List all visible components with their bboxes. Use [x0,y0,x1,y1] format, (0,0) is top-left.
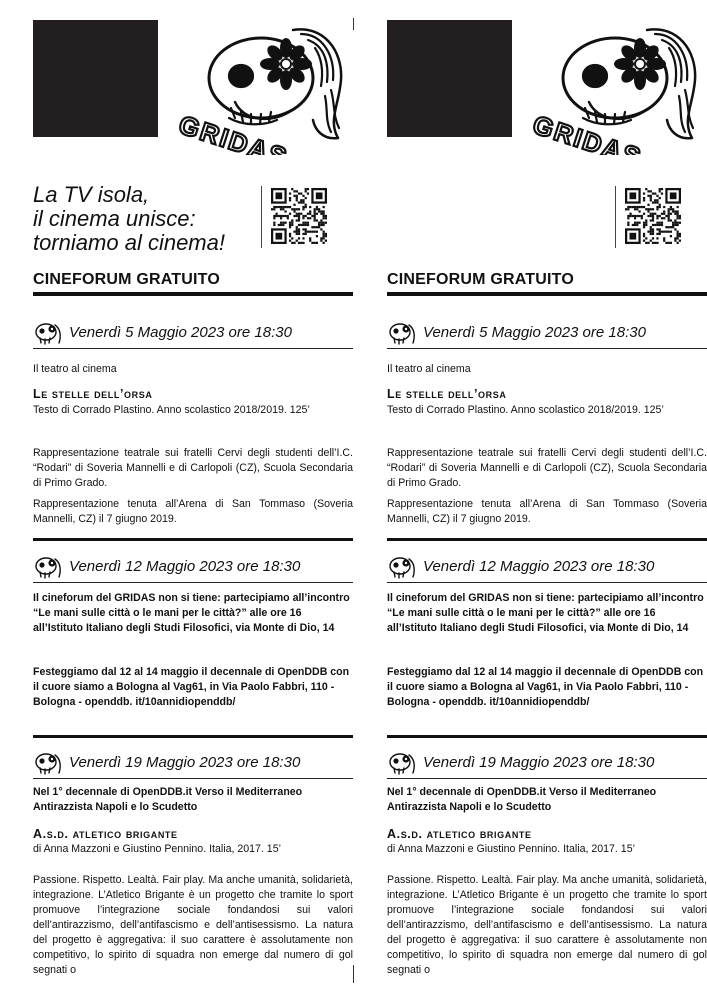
event-title: Le stelle dell’orsa [33,387,153,401]
gridas-skull-logo [173,20,353,155]
qr-divider [615,186,616,248]
event-rule [33,582,353,583]
qr-block [615,186,707,248]
gridas-mini-logo [33,555,63,581]
event-rule [33,778,353,779]
section-title: CINEFORUM GRATUITO [33,271,220,288]
event-rule [33,348,353,349]
event-paragraph: Passione. Rispetto. Lealtà. Fair play. Ma anche umanità, solidarietà, integrazione. L’Atletico Brigante è un progetto che tramite lo sport promuove l’integrazione sociale fondandosi sui valori dell’antirazzismo, dell’antifascismo e dell’antisessismo. La natura del progetto è aggregativa: il suo carattere è assolutamente non competitivo, lo spirito di squadra non emerge dal numero di gol segnati o [33,874,353,976]
event-date: Venerdì 19 Maggio 2023 ore 18:30 [423,754,655,771]
event-title: A.s.d. atletico brigante [387,827,532,841]
svg-text:GRIDAS: GRIDAS [529,109,647,155]
gridas-mini-logo [33,321,63,347]
event-credits: Testo di Corrado Plastino. Anno scolastico 2018/2019. 125’ [33,404,310,416]
event-separator [33,735,353,738]
qr-code[interactable] [625,188,681,244]
event-paragraph: Il cineforum del GRIDAS non si tiene: partecipiamo all’incontro “Le mani sulle città o le mani per le città?” alle ore 16 all’Istituto Italiano degli Studi Filosofici, via Monte di Dio, 14 [387,592,704,634]
event-kicker: Nel 1° decennale di OpenDDB.it Verso il Mediterraneo Antirazzista Napoli e lo Scudetto [387,786,657,813]
event-paragraph: Passione. Rispetto. Lealtà. Fair play. Ma anche umanità, solidarietà, integrazione. L’Atletico Brigante è un progetto che tramite lo sport promuove l’integrazione sociale fondandosi sui valori dell’antirazzismo, dell’antifascismo e dell’antisessismo. La natura del progetto è aggregativa: il suo carattere è assolutamente non competitivo, lo spirito di squadra non emerge dal numero di gol segnati o [387,874,707,976]
svg-text:GRIDAS: GRIDAS [175,109,293,155]
event-kicker: Il teatro al cinema [33,363,117,375]
black-placeholder-box [387,20,512,137]
event-title: A.s.d. atletico brigante [33,827,178,841]
event-header [33,321,353,349]
event-rule [387,778,707,779]
event-paragraph: Rappresentazione teatrale sui fratelli Cervi degli studenti dell’I.C. “Rodari” di Soveria Mannelli e di Carlopoli (CZ), Scuola Secondaria di Primo Grado. [33,447,353,489]
qr-code[interactable] [271,188,327,244]
event-paragraph: Rappresentazione tenuta all’Arena di San Tommaso (Soveria Mannelli, CZ) il 7 giugno 2019. [387,498,707,525]
event-credits: Testo di Corrado Plastino. Anno scolastico 2018/2019. 125’ [387,404,664,416]
event-rule [387,348,707,349]
flyer-left [33,0,353,1000]
event-date: Venerdì 12 Maggio 2023 ore 18:30 [69,558,301,575]
event-paragraph: Il cineforum del GRIDAS non si tiene: partecipiamo all’incontro “Le mani sulle città o le mani per le città?” alle ore 16 all’Istituto Italiano degli Studi Filosofici, via Monte di Dio, 14 [33,592,350,634]
cut-mark-top [353,18,354,30]
slogan [33,183,263,255]
flyer-right [387,0,707,1000]
event-credits: di Anna Mazzoni e Giustino Pennino. Italia, 2017. 15’ [33,843,281,855]
event-credits: di Anna Mazzoni e Giustino Pennino. Italia, 2017. 15’ [387,843,635,855]
event-paragraph: Rappresentazione tenuta all’Arena di San Tommaso (Soveria Mannelli, CZ) il 7 giugno 2019. [33,498,353,525]
slogan-line: La TV isola, [33,182,150,207]
gridas-mini-logo [387,321,417,347]
event-header [387,321,707,349]
event-separator [387,538,707,541]
slogan-line: torniamo al cinema! [33,230,225,255]
event-rule [387,582,707,583]
event-kicker: Il teatro al cinema [387,363,471,375]
event-paragraph: Rappresentazione teatrale sui fratelli Cervi degli studenti dell’I.C. “Rodari” di Soveria Mannelli e di Carlopoli (CZ), Scuola Secondaria di Primo Grado. [387,447,707,489]
gridas-skull-logo [527,20,707,155]
event-paragraph: Festeggiamo dal 12 al 14 maggio il decennale di OpenDDB con il cuore siamo a Bologna al Vag61, in Via Paolo Fabbri, 110 - Bologna - openddb. it/10annidiopenddb/ [33,666,350,708]
event-header [387,751,707,779]
slogan-line: il cinema unisce: [33,206,196,231]
event-date: Venerdì 12 Maggio 2023 ore 18:30 [423,558,655,575]
event-kicker: Nel 1° decennale di OpenDDB.it Verso il Mediterraneo Antirazzista Napoli e lo Scudetto [33,786,303,813]
event-header [387,555,707,583]
cut-mark-bottom [353,965,354,983]
qr-divider [261,186,262,248]
gridas-mini-logo [387,555,417,581]
section-rule [33,292,353,296]
event-date: Venerdì 19 Maggio 2023 ore 18:30 [69,754,301,771]
qr-block [261,186,353,248]
event-paragraph: Festeggiamo dal 12 al 14 maggio il decennale di OpenDDB con il cuore siamo a Bologna al Vag61, in Via Paolo Fabbri, 110 - Bologna - openddb. it/10annidiopenddb/ [387,666,704,708]
event-separator [387,735,707,738]
event-header [33,751,353,779]
event-date: Venerdì 5 Maggio 2023 ore 18:30 [423,324,646,341]
event-header [33,555,353,583]
section-title: CINEFORUM GRATUITO [387,271,574,288]
event-date: Venerdì 5 Maggio 2023 ore 18:30 [69,324,292,341]
gridas-mini-logo [387,751,417,777]
event-separator [33,538,353,541]
black-placeholder-box [33,20,158,137]
gridas-mini-logo [33,751,63,777]
event-title: Le stelle dell’orsa [387,387,507,401]
section-rule [387,292,707,296]
